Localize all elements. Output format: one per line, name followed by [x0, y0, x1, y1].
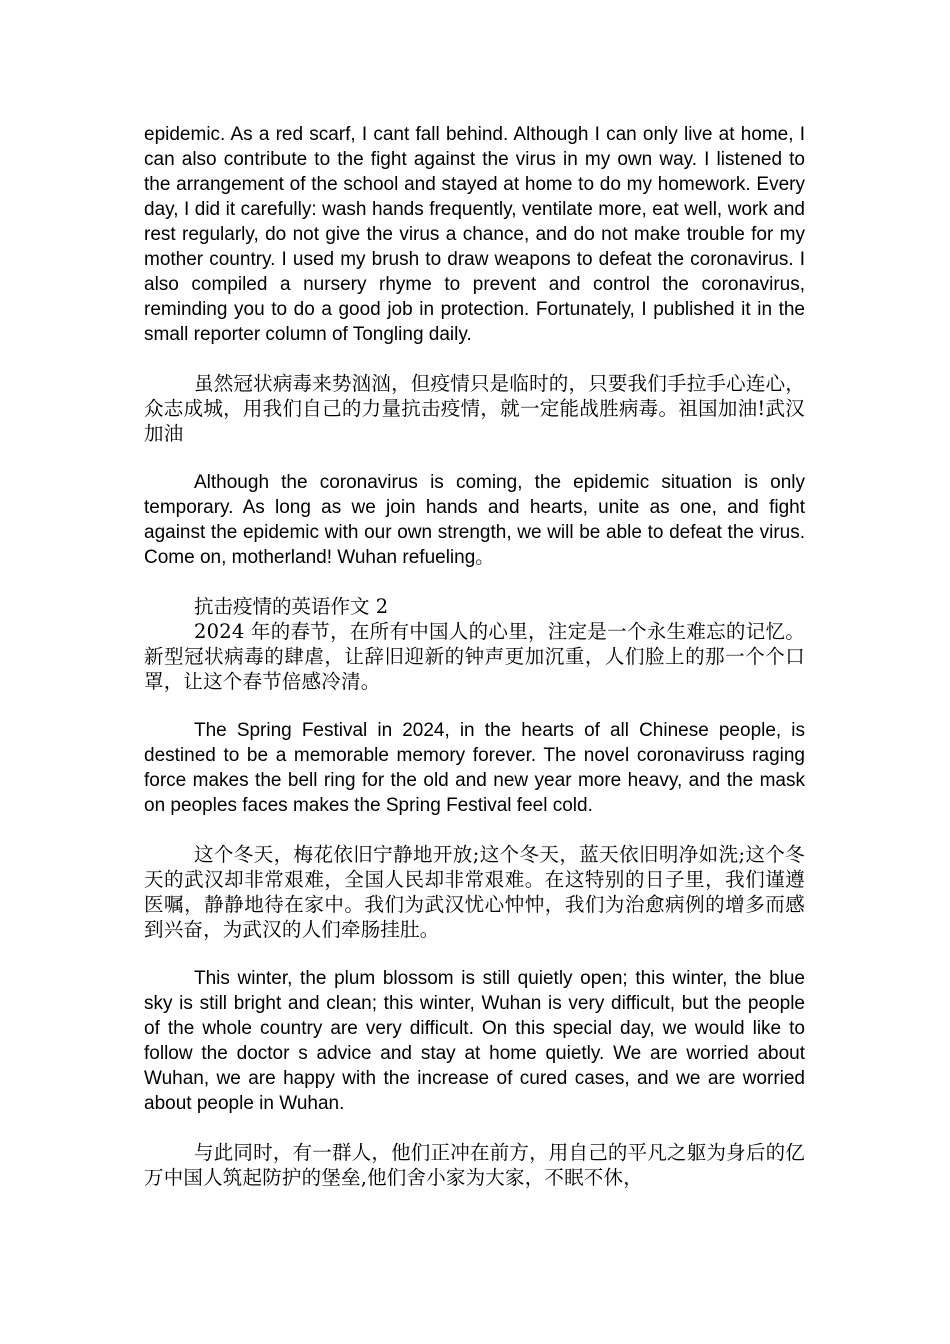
- paragraph-english-1: epidemic. As a red scarf, I cant fall behind. Although I can only live at home, I can also contribute to the fight against the virus in my own way. I listened to the arrangement of the school and stayed at home to do my homework. Every day, I did it carefully: wash hands frequently, ventilate more, eat well, work and rest regularly, do not give the virus a chance, and do not make trouble for my mother country. I used my brush to draw weapons to defeat the coronavirus. I also compiled a nursery rhyme to prevent and control the coronavirus, reminding you to do a good job in protection. Fortunately, I published it in the small reporter column of Tongling daily.: [144, 124, 805, 345]
- paragraph-english-2: Although the coronavirus is coming, the epidemic situation is only temporary. As long as we join hands and hearts, unite as one, and fight against the epidemic with our own strength, we will be able to defeat the virus. Come on, motherland! Wuhan refueling。: [144, 472, 805, 568]
- paragraph-english-3: The Spring Festival in 2024, in the hearts of all Chinese people, is destined to be a memorable memory forever. The novel coronaviruss raging force makes the bell ring for the old and new year more heavy, and the mask on peoples faces makes the Spring Festival feel cold.: [144, 720, 805, 816]
- paragraph-chinese-3: 这个冬天，梅花依旧宁静地开放;这个冬天，蓝天依旧明净如洗;这个冬天的武汉却非常艰难，全国人民却非常艰难。在这特别的日子里，我们谨遵医嘱，静静地待在家中。我们为武汉忧心忡忡，我们为治愈病例的增多而感到兴奋，为武汉的人们牵肠挂肚。: [144, 843, 805, 941]
- paragraph-english-4: This winter, the plum blossom is still quietly open; this winter, the blue sky is still bright and clean; this winter, Wuhan is very difficult, but the people of the whole country are very difficult. On this special day, we would like to follow the doctor s advice and stay at home quietly. We are worried about Wuhan, we are happy with the increase of cured cases, and we are worried about people in Wuhan.: [144, 968, 805, 1114]
- paragraph-chinese-2: 2024 年的春节，在所有中国人的心里，注定是一个永生难忘的记忆。新型冠状病毒的肆虐，让辞旧迎新的钟声更加沉重，人们脸上的那一个个口罩，让这个春节倍感冷清。: [144, 620, 805, 693]
- document-page: [144, 122, 805, 1190]
- paragraph-chinese-4: 与此同时，有一群人，他们正冲在前方，用自己的平凡之躯为身后的亿万中国人筑起防护的堡垒,他们舍小家为大家，不眠不休，: [144, 1141, 805, 1189]
- section-heading: 抗击疫情的英语作文 2: [194, 595, 389, 618]
- paragraph-chinese-1: 虽然冠状病毒来势汹汹，但疫情只是临时的，只要我们手拉手心连心，众志成城，用我们自己的力量抗击疫情，就一定能战胜病毒。祖国加油!武汉加油: [144, 372, 805, 445]
